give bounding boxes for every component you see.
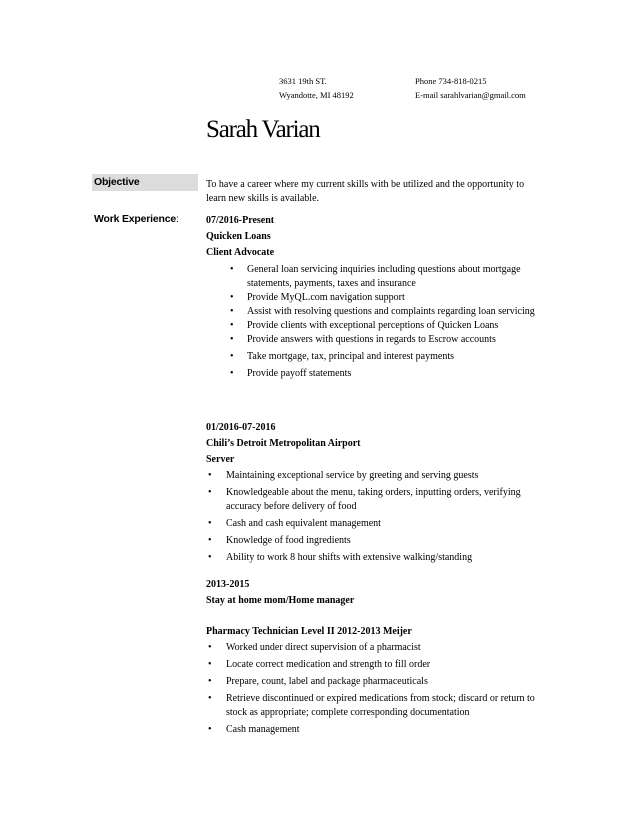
bullet-dot-icon: • [208, 724, 212, 735]
bullet-dot-icon: • [208, 470, 212, 481]
bullet-dot-icon: • [230, 334, 234, 345]
bullet-dot-icon: • [208, 642, 212, 653]
job-title: Client Advocate [206, 247, 275, 258]
bullet-dot-icon: • [230, 264, 234, 275]
list-item: • Retrieve discontinued or expired medications from stock; discard or return to stock as appropriate; complete corresponding documentation [208, 693, 535, 718]
bullet-dot-icon: • [208, 659, 212, 670]
bullet-dot-icon: • [208, 693, 212, 704]
objective-text: To have a career where my current skills with be utilized and the opportunity to learn new skills is available. [206, 179, 525, 204]
list-item: • Ability to work 8 hour shifts with extensive walking/standing [208, 552, 473, 563]
work-experience-label [94, 213, 179, 225]
candidate-name: Sarah Varian [206, 116, 320, 143]
phone-text: Phone 734-818-0215 [415, 76, 487, 86]
job-company: Chili’s Detroit Metropolitan Airport [206, 438, 361, 449]
job-dates: 2013-2015 [206, 579, 250, 590]
bullet-dot-icon: • [208, 552, 212, 563]
bullet-dot-icon: • [208, 518, 212, 529]
job-company: Stay at home mom/Home manager [206, 595, 355, 606]
bullet-dot-icon: • [230, 351, 234, 362]
contact-block [415, 74, 526, 102]
job-dates: 07/2016-Present [206, 215, 275, 226]
list-item: • Provide clients with exceptional perceptions of Quicken Loans [230, 320, 499, 331]
list-item: • Worked under direct supervision of a pharmacist [208, 642, 421, 653]
address-line-2: Wyandotte, MI 48192 [279, 90, 354, 100]
bullet-dot-icon: • [208, 487, 212, 498]
objective-label: Objective [94, 176, 140, 188]
job-pharmacy-heading: Pharmacy Technician Level II 2012-2013 Meijer [206, 626, 412, 637]
bullet-dot-icon: • [230, 292, 234, 303]
bullet-dot-icon: • [230, 320, 234, 331]
list-item: • Take mortgage, tax, principal and interest payments [230, 351, 455, 362]
job-home-manager [206, 578, 556, 608]
job-chilis [206, 421, 556, 467]
list-item: • Assist with resolving questions and complaints regarding loan servicing [230, 306, 535, 317]
list-item: • Locate correct medication and strength to fill order [208, 659, 431, 670]
list-item: • Provide answers with questions in regards to Escrow accounts [230, 334, 496, 345]
job-company: Quicken Loans [206, 231, 271, 242]
address-block [279, 74, 354, 102]
list-item: • Knowledge of food ingredients [208, 535, 351, 546]
bullet-dot-icon: • [208, 676, 212, 687]
job-pharmacy-bullets [208, 641, 546, 737]
address-line-1: 3631 19th ST. [279, 76, 327, 86]
list-item: • Prepare, count, label and package pharmaceuticals [208, 676, 428, 687]
job-quicken-loans [206, 214, 556, 260]
job-title: Server [206, 454, 235, 465]
list-item: • Cash management [208, 724, 300, 735]
bullet-dot-icon: • [230, 306, 234, 317]
work-experience-label-text: Work Experience [94, 213, 177, 225]
bullet-dot-icon: • [208, 535, 212, 546]
list-item: • Cash and cash equivalent management [208, 518, 381, 529]
list-item: • General loan servicing inquiries including questions about mortgage statements, payments, taxes and insurance [230, 264, 521, 289]
email-text: E-mail sarahlvarian@gmail.com [415, 90, 526, 100]
list-item: • Provide payoff statements [230, 368, 352, 379]
work-experience-label-colon: : [176, 213, 179, 225]
bullet-dot-icon: • [230, 368, 234, 379]
job-quicken-loans-bullets [230, 263, 547, 381]
list-item: • Knowledgeable about the menu, taking orders, inputting orders, verifying accuracy before delivery of food [208, 487, 521, 512]
list-item: • Provide MyQL.com navigation support [230, 292, 405, 303]
list-item: • Maintaining exceptional service by greeting and serving guests [208, 470, 479, 481]
job-chilis-bullets [208, 469, 546, 565]
job-dates: 01/2016-07-2016 [206, 422, 276, 433]
